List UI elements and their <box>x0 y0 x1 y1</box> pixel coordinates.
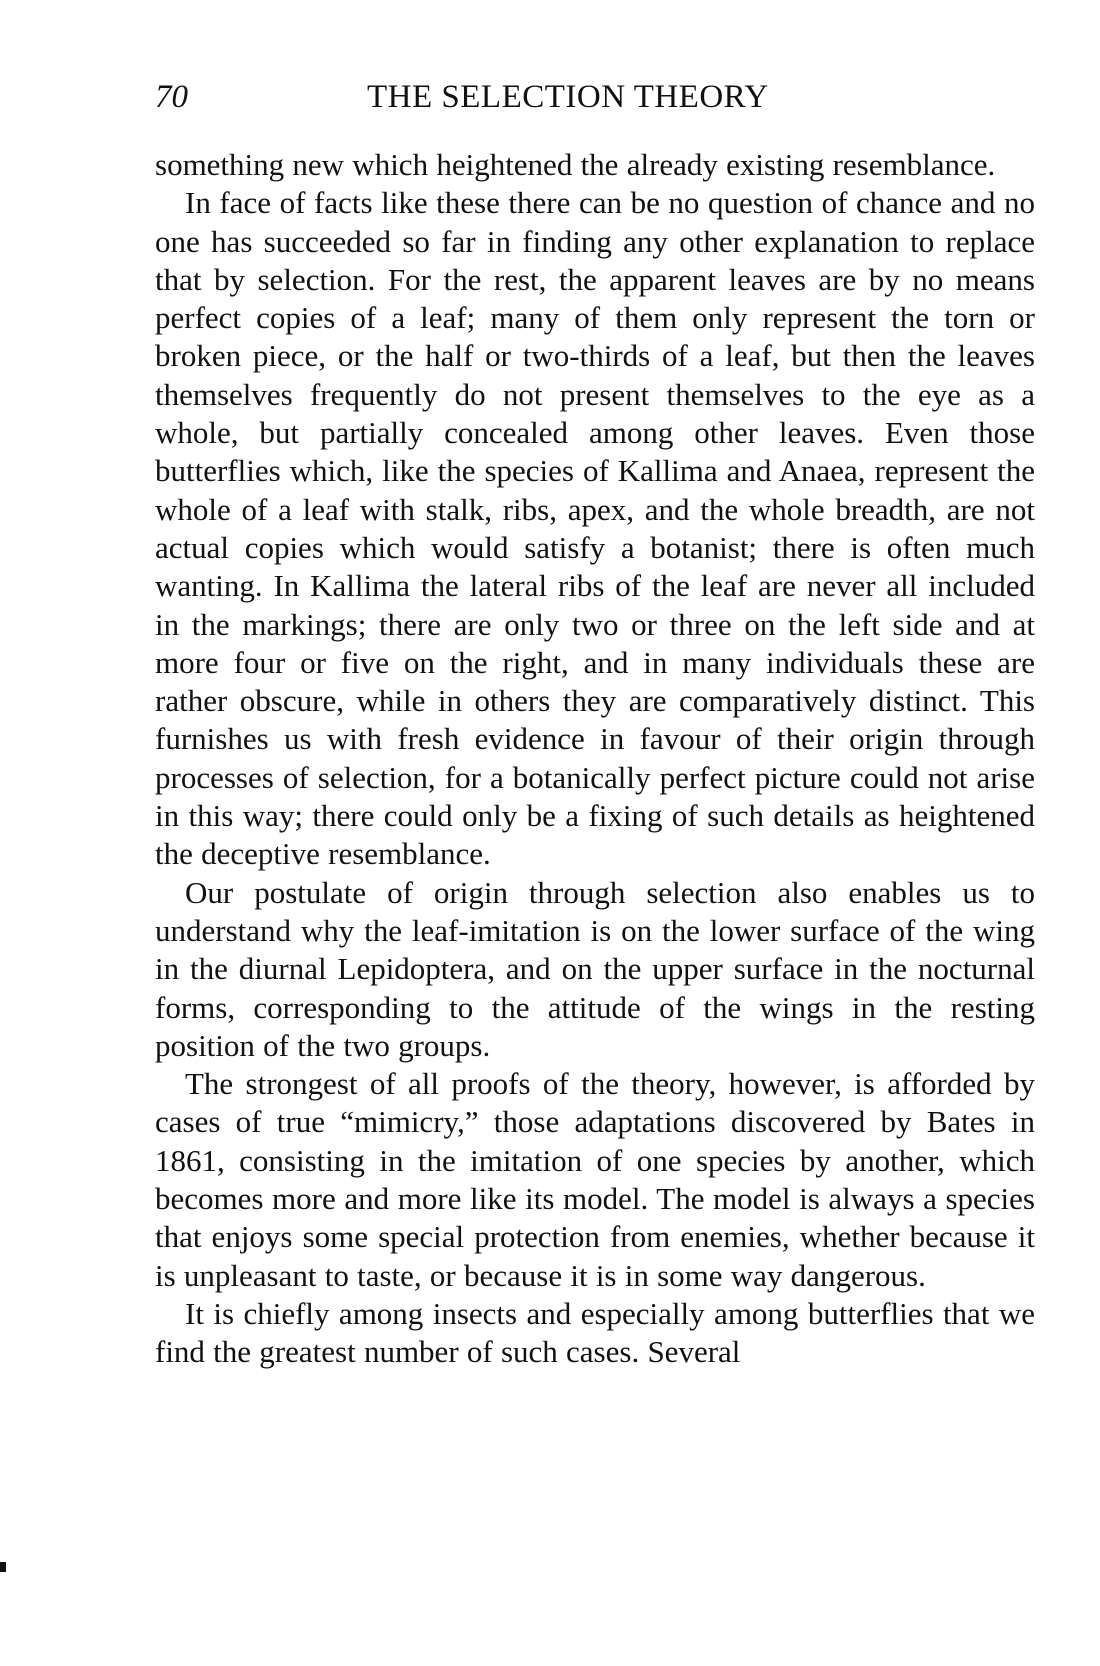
body-text <box>155 146 1035 1372</box>
paragraph-insects: It is chiefly among insects and especially among butterflies that we find the greatest number of such cases. Several <box>155 1295 1035 1370</box>
scan-edge-mark <box>0 1562 6 1572</box>
paragraph-continuation: something new which heightened the already existing resemblance. <box>155 147 996 182</box>
paragraph-mimicry: The strongest of all proofs of the theory, however, is afforded by cases of true “mimicry,” those adaptations discovered by Bates in 1861, consisting in the imitation of one species by another, which becomes more and more like its model. The model is always a species that enjoys some special protection from enemies, whether because it is unpleasant to taste, or because it is in some way dangerous. <box>155 1066 1035 1293</box>
page-number: 70 <box>155 79 188 115</box>
running-head <box>155 74 1035 120</box>
running-title: THE SELECTION THEORY <box>367 79 769 115</box>
paragraph-selection-postulate: Our postulate of origin through selection also enables us to understand why the leaf-imitation is on the lower surface of the wing in the diurnal Lepidoptera, and on the upper surface in the nocturnal forms, corresponding to the attitude of the wings in the resting position of the two groups. <box>155 874 1035 1063</box>
paragraph-leaf-imitation: In face of facts like these there can be no question of chance and no one has succeeded so far in finding any other explanation to replace that by selection. For the rest, the apparent leaves are by no means perfect copies of a leaf; many of them only represent the torn or broken piece, or the half or two-thirds of a leaf, but then the leaves themselves frequently do not present themselves to the eye as a whole, but partially concealed among other leaves. Even those butterflies which, like the species of Kallima and Anaea, represent the whole of a leaf with stalk, ribs, apex, and the whole breadth, are not actual copies which would satisfy a botanist; there is often much wanting. In Kallima the lateral ribs of the leaf are never all included in the markings; there are only two or three on the left side and at more four or five on the right, and in many individuals these are rather obscure, while in others they are comparatively distinct. This furnishes us with fresh evidence in favour of their origin through processes of selection, for a botanically perfect picture could not arise in this way; there could only be a fixing of such details as heightened the deceptive resemblance. <box>155 185 1035 872</box>
